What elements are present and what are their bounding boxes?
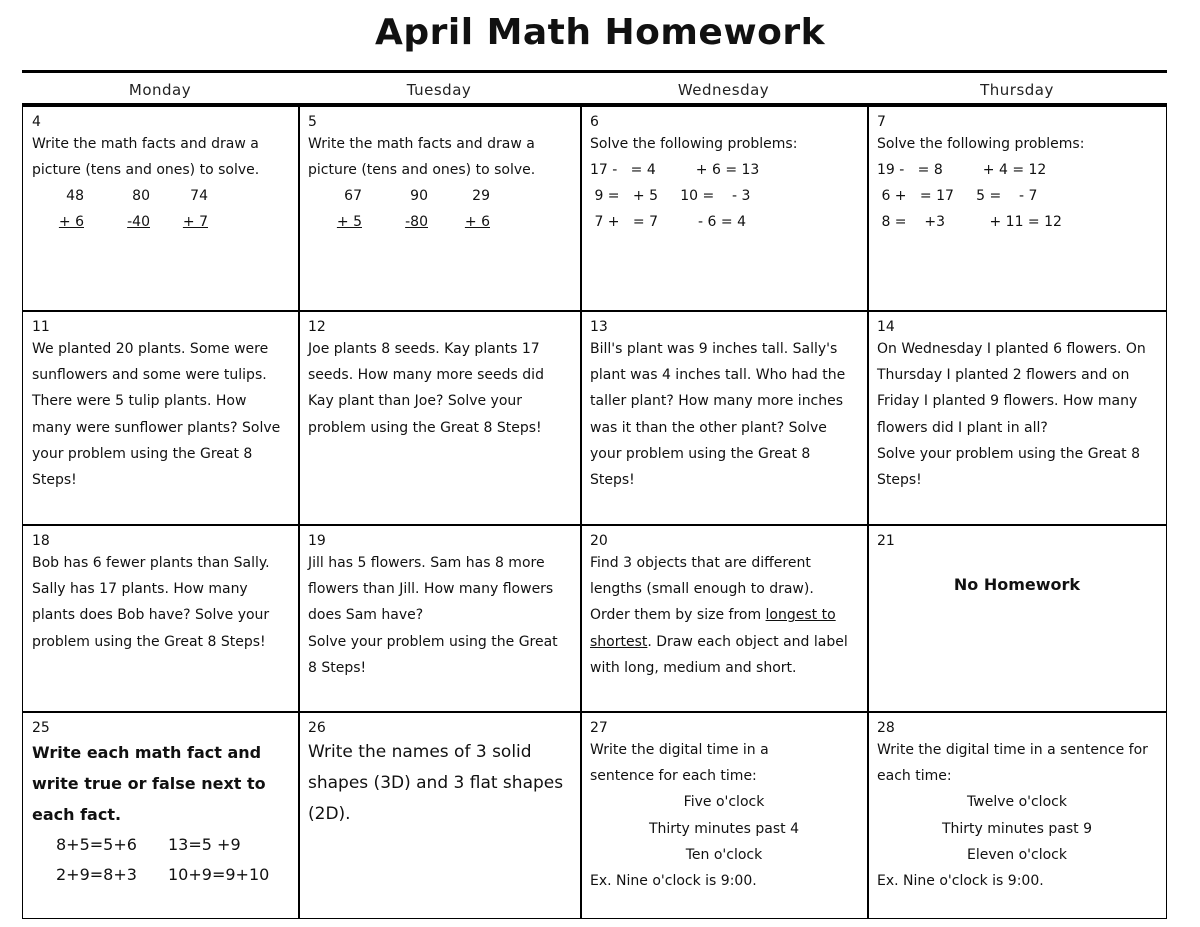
day-number: 4 <box>32 114 41 130</box>
day-cell-4 <box>23 107 298 310</box>
problem-top: 48 <box>66 188 84 205</box>
day-cell-28 <box>868 713 1166 918</box>
day-cell-25 <box>23 713 298 918</box>
fact-row <box>32 830 289 860</box>
math-fact: 13=5 +9 <box>168 835 241 854</box>
day-number: 28 <box>877 720 895 736</box>
day-cell-12 <box>299 312 580 524</box>
problem-tops <box>32 183 289 209</box>
fact-row <box>32 860 289 890</box>
day-instructions: Write the names of 3 solid shapes (3D) and 3 flat shapes (2D). <box>308 742 564 824</box>
weekday-header-row <box>22 76 1167 104</box>
day-problem: Jill has 5 flowers. Sam has 8 more flowers than Jill. How many flowers does Sam have? <box>308 555 554 624</box>
weekday-thursday: Thursday <box>980 81 1054 99</box>
day-number: 26 <box>308 720 326 736</box>
weekday-monday: Monday <box>128 81 192 99</box>
day-number: 21 <box>877 533 895 549</box>
weekday-wednesday: Wednesday <box>677 81 770 99</box>
problem-top: 74 <box>190 188 208 205</box>
page-title: April Math Homework <box>374 12 826 53</box>
day-number: 11 <box>32 319 50 335</box>
day-instructions: Write the math facts and draw a picture (tens and ones) to solve. <box>32 136 260 179</box>
time-phrase: Twelve o'clock <box>967 794 1067 811</box>
day-cell-19 <box>299 526 580 711</box>
day-cell-7 <box>868 107 1166 310</box>
problem-bottom: + 5 <box>336 214 362 231</box>
equation-line: 7 + = 7 - 6 = 4 <box>590 214 746 231</box>
underlined-phrase: longest to shortest <box>590 607 836 650</box>
day-cell-5 <box>299 107 580 310</box>
day-problem: We planted 20 plants. Some were sunflowers and some were tulips. There were 5 tulip plants. How many were sunflower plants? Solve your problem using the Great 8 Steps! <box>32 341 281 489</box>
time-phrase: Thirty minutes past 9 <box>941 820 1093 837</box>
problem-top: 90 <box>410 188 428 205</box>
day-problem-text: . Draw each object and label with long, medium and short. <box>590 633 848 676</box>
day-cell-21 <box>868 526 1166 711</box>
day-cell-11 <box>23 312 298 524</box>
math-fact: 10+9=9+10 <box>168 865 270 884</box>
problem-bottoms <box>32 209 289 235</box>
day-number: 14 <box>877 319 895 335</box>
day-problem: Bill's plant was 9 inches tall. Sally's plant was 4 inches tall. Who had the taller plant? How many more inches was it than the other plant? Solve your problem using the Great 8 Steps! <box>590 341 846 489</box>
problem-top: 29 <box>472 188 490 205</box>
day-instructions: Solve the following problems: <box>590 136 798 152</box>
day-number: 13 <box>590 319 608 335</box>
problem-top: 67 <box>344 188 362 205</box>
problem-bottoms <box>308 209 571 235</box>
day-cell-26 <box>299 713 580 918</box>
day-number: 7 <box>877 114 886 130</box>
day-instructions: Solve the following problems: <box>877 136 1085 152</box>
time-phrase: Ten o'clock <box>685 846 763 863</box>
day-problem-instruction: Solve your problem using the Great 8 Steps! <box>308 633 558 676</box>
day-instructions: Write each math fact and write true or false next to each fact. <box>32 743 266 824</box>
problem-bottom: -40 <box>127 214 150 231</box>
time-phrase: Eleven o'clock <box>967 846 1067 863</box>
problem-bottom: + 7 <box>182 214 208 231</box>
problem-top: 80 <box>132 188 150 205</box>
day-cell-18 <box>23 526 298 711</box>
day-number: 19 <box>308 533 326 549</box>
equation-line: 9 = + 5 10 = - 3 <box>590 188 751 205</box>
day-cell-14 <box>868 312 1166 524</box>
day-problem-text: Find 3 objects that are different lengths (small enough to draw). Order them by size from <box>590 555 814 624</box>
problem-bottom: + 6 <box>58 214 84 231</box>
math-fact: 2+9=8+3 <box>56 865 137 884</box>
day-number: 27 <box>590 720 608 736</box>
day-instructions: Write the math facts and draw a picture (tens and ones) to solve. <box>308 136 536 179</box>
equation-line: 8 = +3 + 11 = 12 <box>877 214 1062 231</box>
time-phrase: Thirty minutes past 4 <box>648 820 800 837</box>
calendar-grid <box>22 106 1167 919</box>
day-cell-20 <box>581 526 867 711</box>
day-number: 12 <box>308 319 326 335</box>
equation-line: 19 - = 8 + 4 = 12 <box>877 162 1047 179</box>
day-number: 6 <box>590 114 599 130</box>
day-cell-27 <box>581 713 867 918</box>
math-fact: 8+5=5+6 <box>56 835 137 854</box>
no-homework-label: No Homework <box>953 575 1081 594</box>
time-phrase: Five o'clock <box>683 794 765 811</box>
title-rule <box>22 70 1167 73</box>
equation-line: 17 - = 4 + 6 = 13 <box>590 162 760 179</box>
day-instructions: Write the digital time in a sentence for each time: <box>877 742 1148 785</box>
day-problem: On Wednesday I planted 6 flowers. On Thursday I planted 2 flowers and on Friday I planted 9 flowers. How many flowers did I plant in all? <box>877 341 1146 436</box>
day-cell-6 <box>581 107 867 310</box>
day-cell-13 <box>581 312 867 524</box>
day-problem-instruction: Solve your problem using the Great 8 Steps! <box>877 445 1141 489</box>
example-line: Ex. Nine o'clock is 9:00. <box>590 873 757 890</box>
day-number: 18 <box>32 533 50 549</box>
problem-tops <box>308 183 571 209</box>
day-instructions: Write the digital time in a sentence for each time: <box>590 742 769 785</box>
equation-line: 6 + = 17 5 = - 7 <box>877 188 1038 205</box>
weekday-tuesday: Tuesday <box>406 81 472 99</box>
example-line: Ex. Nine o'clock is 9:00. <box>877 873 1044 890</box>
day-problem: Bob has 6 fewer plants than Sally. Sally has 17 plants. How many plants does Bob have? Solve your problem using the Great 8 Steps! <box>32 555 270 650</box>
day-number: 5 <box>308 114 317 130</box>
day-number: 20 <box>590 533 608 549</box>
problem-bottom: -80 <box>405 214 428 231</box>
day-problem <box>590 550 858 681</box>
day-problem: Joe plants 8 seeds. Kay plants 17 seeds. How many more seeds did Kay plant than Joe? Solve your problem using the Great 8 Steps! <box>308 341 544 436</box>
problem-bottom: + 6 <box>464 214 490 231</box>
day-number: 25 <box>32 720 50 736</box>
